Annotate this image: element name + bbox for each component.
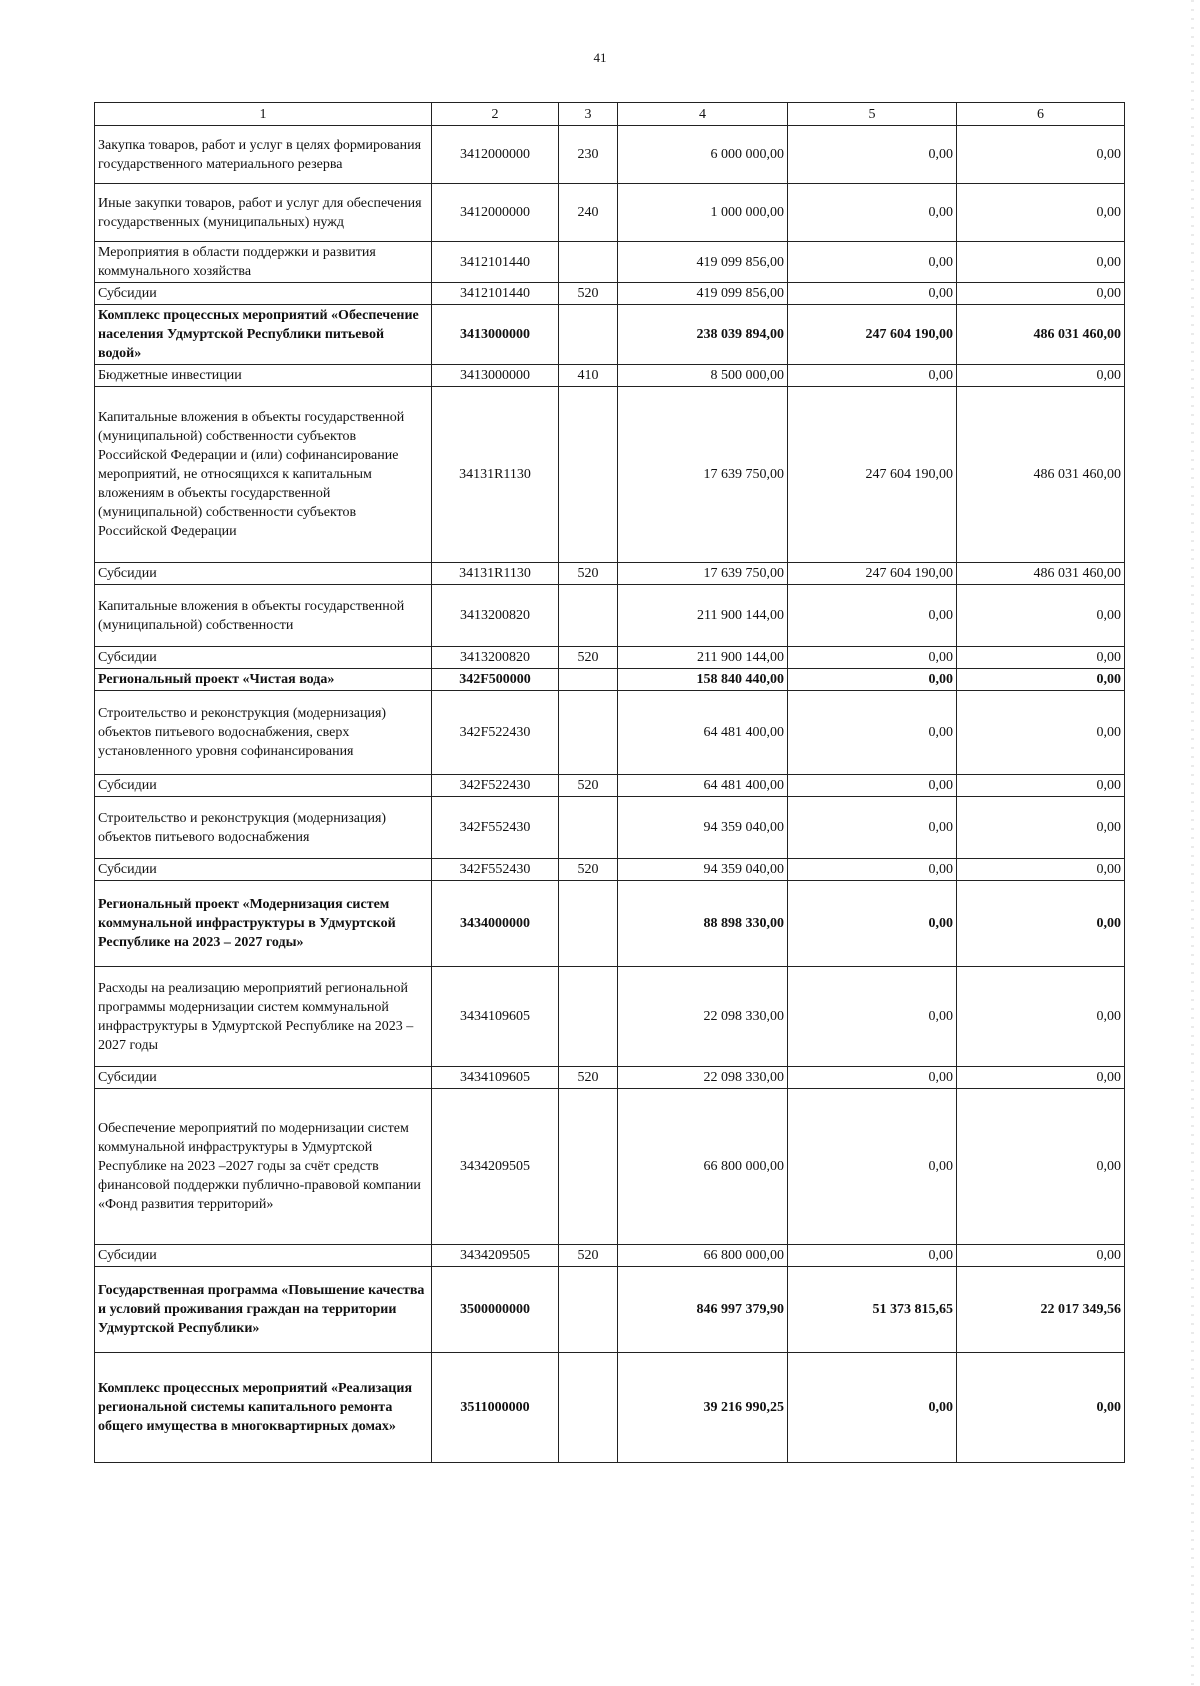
row-value-2026-cell: 0,00 [957, 967, 1125, 1067]
row-value-2024-cell: 22 098 330,00 [618, 967, 788, 1067]
row-name-cell: Капитальные вложения в объекты государственной (муниципальной) собственности [95, 585, 432, 647]
row-code-cell: 3511000000 [432, 1353, 559, 1463]
row-value-2026-cell: 0,00 [957, 691, 1125, 775]
row-value-2024-cell: 211 900 144,00 [618, 647, 788, 669]
table-row [95, 563, 1125, 585]
table-row [95, 585, 1125, 647]
table-row [95, 775, 1125, 797]
row-value-2024-cell: 66 800 000,00 [618, 1089, 788, 1245]
row-value-2024-cell: 17 639 750,00 [618, 563, 788, 585]
row-value-2024-cell: 88 898 330,00 [618, 881, 788, 967]
row-type-cell [559, 669, 618, 691]
row-name-cell: Субсидии [95, 1067, 432, 1089]
row-value-2025-cell: 0,00 [788, 967, 957, 1067]
row-value-2025-cell: 247 604 190,00 [788, 563, 957, 585]
row-type-cell: 520 [559, 859, 618, 881]
table-row [95, 387, 1125, 563]
row-value-2024-cell: 419 099 856,00 [618, 283, 788, 305]
row-value-2026-cell: 486 031 460,00 [957, 563, 1125, 585]
table-row [95, 691, 1125, 775]
row-value-2025-cell: 0,00 [788, 126, 957, 184]
table-row [95, 1067, 1125, 1089]
row-type-cell: 520 [559, 563, 618, 585]
table-row [95, 126, 1125, 184]
row-value-2024-cell: 419 099 856,00 [618, 242, 788, 283]
row-value-2026-cell: 0,00 [957, 797, 1125, 859]
row-value-2026-cell: 0,00 [957, 126, 1125, 184]
row-value-2025-cell: 247 604 190,00 [788, 305, 957, 365]
row-value-2025-cell: 0,00 [788, 184, 957, 242]
header-col-4: 4 [618, 103, 788, 126]
row-code-cell: 3434000000 [432, 881, 559, 967]
table-row [95, 967, 1125, 1067]
budget-table [94, 102, 1125, 1463]
row-name-cell: Капитальные вложения в объекты государственной (муниципальной) собственности субъектов Российской Федерации и (или) софинансирование мероприятий, не относящихся к капитальным вложениям в объекты государственной (муниципальной) собственности субъектов Российской Федерации [95, 387, 432, 563]
table-row [95, 1267, 1125, 1353]
table-row [95, 647, 1125, 669]
table-row [95, 1089, 1125, 1245]
row-value-2024-cell: 64 481 400,00 [618, 775, 788, 797]
row-type-cell [559, 1267, 618, 1353]
row-value-2024-cell: 1 000 000,00 [618, 184, 788, 242]
row-code-cell: 3412000000 [432, 126, 559, 184]
row-value-2024-cell: 158 840 440,00 [618, 669, 788, 691]
row-name-cell: Расходы на реализацию мероприятий региональной программы модернизации систем коммунальной инфраструктуры в Удмуртской Республике на 2023 – 2027 годы [95, 967, 432, 1067]
row-value-2025-cell: 0,00 [788, 859, 957, 881]
row-name-cell: Строительство и реконструкция (модернизация) объектов питьевого водоснабжения, сверх установленного уровня софинансирования [95, 691, 432, 775]
row-value-2025-cell: 0,00 [788, 775, 957, 797]
header-col-1: 1 [95, 103, 432, 126]
row-name-cell: Иные закупки товаров, работ и услуг для обеспечения государственных (муниципальных) нужд [95, 184, 432, 242]
row-value-2026-cell: 0,00 [957, 242, 1125, 283]
header-col-6: 6 [957, 103, 1125, 126]
row-name-cell: Бюджетные инвестиции [95, 365, 432, 387]
row-code-cell: 3413000000 [432, 365, 559, 387]
row-value-2025-cell: 0,00 [788, 242, 957, 283]
row-value-2026-cell: 0,00 [957, 1089, 1125, 1245]
row-value-2026-cell: 0,00 [957, 881, 1125, 967]
row-type-cell [559, 881, 618, 967]
table-row [95, 283, 1125, 305]
row-type-cell: 520 [559, 1067, 618, 1089]
row-code-cell: 342F522430 [432, 775, 559, 797]
row-value-2024-cell: 17 639 750,00 [618, 387, 788, 563]
row-code-cell: 3434109605 [432, 967, 559, 1067]
row-code-cell: 3412101440 [432, 242, 559, 283]
row-value-2026-cell: 0,00 [957, 669, 1125, 691]
row-value-2024-cell: 66 800 000,00 [618, 1245, 788, 1267]
row-value-2024-cell: 94 359 040,00 [618, 859, 788, 881]
row-type-cell: 520 [559, 647, 618, 669]
row-code-cell: 3434209505 [432, 1089, 559, 1245]
row-code-cell: 3412000000 [432, 184, 559, 242]
row-code-cell: 342F522430 [432, 691, 559, 775]
row-value-2024-cell: 8 500 000,00 [618, 365, 788, 387]
row-value-2024-cell: 22 098 330,00 [618, 1067, 788, 1089]
table-row [95, 1353, 1125, 1463]
row-name-cell: Субсидии [95, 283, 432, 305]
row-type-cell: 520 [559, 775, 618, 797]
row-code-cell: 342F552430 [432, 859, 559, 881]
table-row [95, 859, 1125, 881]
row-name-cell: Комплекс процессных мероприятий «Обеспечение населения Удмуртской Республики питьевой водой» [95, 305, 432, 365]
row-name-cell: Региональный проект «Чистая вода» [95, 669, 432, 691]
row-value-2025-cell: 247 604 190,00 [788, 387, 957, 563]
row-code-cell: 3434209505 [432, 1245, 559, 1267]
row-value-2025-cell: 0,00 [788, 881, 957, 967]
row-name-cell: Субсидии [95, 1245, 432, 1267]
row-type-cell: 410 [559, 365, 618, 387]
row-code-cell: 3500000000 [432, 1267, 559, 1353]
row-value-2025-cell: 0,00 [788, 365, 957, 387]
row-name-cell: Субсидии [95, 563, 432, 585]
row-value-2026-cell: 0,00 [957, 1245, 1125, 1267]
row-code-cell: 3413200820 [432, 647, 559, 669]
table-row [95, 242, 1125, 283]
header-col-5: 5 [788, 103, 957, 126]
row-value-2026-cell: 0,00 [957, 859, 1125, 881]
row-value-2026-cell: 486 031 460,00 [957, 387, 1125, 563]
row-value-2026-cell: 0,00 [957, 1353, 1125, 1463]
table-header-row [95, 103, 1125, 126]
row-value-2025-cell: 0,00 [788, 1245, 957, 1267]
row-value-2024-cell: 846 997 379,90 [618, 1267, 788, 1353]
row-name-cell: Государственная программа «Повышение качества и условий проживания граждан на территории Удмуртской Республики» [95, 1267, 432, 1353]
row-code-cell: 3434109605 [432, 1067, 559, 1089]
scan-edge-marks [1191, 0, 1194, 1686]
row-value-2026-cell: 486 031 460,00 [957, 305, 1125, 365]
row-type-cell [559, 585, 618, 647]
table-row [95, 305, 1125, 365]
header-col-2: 2 [432, 103, 559, 126]
row-code-cell: 3413000000 [432, 305, 559, 365]
row-value-2025-cell: 0,00 [788, 1067, 957, 1089]
row-code-cell: 342F500000 [432, 669, 559, 691]
row-value-2024-cell: 211 900 144,00 [618, 585, 788, 647]
row-value-2026-cell: 22 017 349,56 [957, 1267, 1125, 1353]
table-row [95, 365, 1125, 387]
table-row [95, 881, 1125, 967]
row-name-cell: Субсидии [95, 647, 432, 669]
row-value-2025-cell: 0,00 [788, 797, 957, 859]
row-type-cell: 230 [559, 126, 618, 184]
row-value-2025-cell: 0,00 [788, 691, 957, 775]
row-type-cell [559, 242, 618, 283]
row-value-2025-cell: 0,00 [788, 669, 957, 691]
table-row [95, 184, 1125, 242]
row-value-2024-cell: 94 359 040,00 [618, 797, 788, 859]
row-type-cell [559, 691, 618, 775]
row-value-2024-cell: 6 000 000,00 [618, 126, 788, 184]
row-code-cell: 3413200820 [432, 585, 559, 647]
row-value-2026-cell: 0,00 [957, 647, 1125, 669]
row-value-2024-cell: 64 481 400,00 [618, 691, 788, 775]
row-type-cell [559, 305, 618, 365]
row-code-cell: 34131R1130 [432, 387, 559, 563]
row-type-cell: 520 [559, 283, 618, 305]
page-number: 41 [593, 50, 607, 65]
row-code-cell: 34131R1130 [432, 563, 559, 585]
row-type-cell [559, 967, 618, 1067]
row-value-2025-cell: 0,00 [788, 1089, 957, 1245]
row-name-cell: Субсидии [95, 775, 432, 797]
row-name-cell: Строительство и реконструкция (модернизация) объектов питьевого водоснабжения [95, 797, 432, 859]
row-value-2026-cell: 0,00 [957, 365, 1125, 387]
row-value-2024-cell: 39 216 990,25 [618, 1353, 788, 1463]
row-value-2025-cell: 0,00 [788, 647, 957, 669]
row-value-2024-cell: 238 039 894,00 [618, 305, 788, 365]
row-value-2026-cell: 0,00 [957, 1067, 1125, 1089]
row-value-2025-cell: 0,00 [788, 283, 957, 305]
row-name-cell: Субсидии [95, 859, 432, 881]
row-type-cell [559, 797, 618, 859]
row-value-2025-cell: 51 373 815,65 [788, 1267, 957, 1353]
row-name-cell: Комплекс процессных мероприятий «Реализация региональной системы капитального ремонта общего имущества в многоквартирных домах» [95, 1353, 432, 1463]
row-name-cell: Мероприятия в области поддержки и развития коммунального хозяйства [95, 242, 432, 283]
row-type-cell: 240 [559, 184, 618, 242]
table-row [95, 669, 1125, 691]
row-value-2026-cell: 0,00 [957, 184, 1125, 242]
row-name-cell: Обеспечение мероприятий по модернизации систем коммунальной инфраструктуры в Удмуртской Республике на 2023 –2027 годы за счёт средств финансовой поддержки публично-правовой компании «Фонд развития территорий» [95, 1089, 432, 1245]
row-value-2026-cell: 0,00 [957, 283, 1125, 305]
header-col-3: 3 [559, 103, 618, 126]
row-type-cell [559, 1353, 618, 1463]
row-type-cell [559, 387, 618, 563]
table-row [95, 797, 1125, 859]
row-value-2026-cell: 0,00 [957, 775, 1125, 797]
row-value-2025-cell: 0,00 [788, 1353, 957, 1463]
row-code-cell: 3412101440 [432, 283, 559, 305]
row-name-cell: Региональный проект «Модернизация систем коммунальной инфраструктуры в Удмуртской Республике на 2023 – 2027 годы» [95, 881, 432, 967]
table-row [95, 1245, 1125, 1267]
row-value-2026-cell: 0,00 [957, 585, 1125, 647]
row-value-2025-cell: 0,00 [788, 585, 957, 647]
row-name-cell: Закупка товаров, работ и услуг в целях формирования государственного материального резерва [95, 126, 432, 184]
row-type-cell [559, 1089, 618, 1245]
row-type-cell: 520 [559, 1245, 618, 1267]
row-code-cell: 342F552430 [432, 797, 559, 859]
